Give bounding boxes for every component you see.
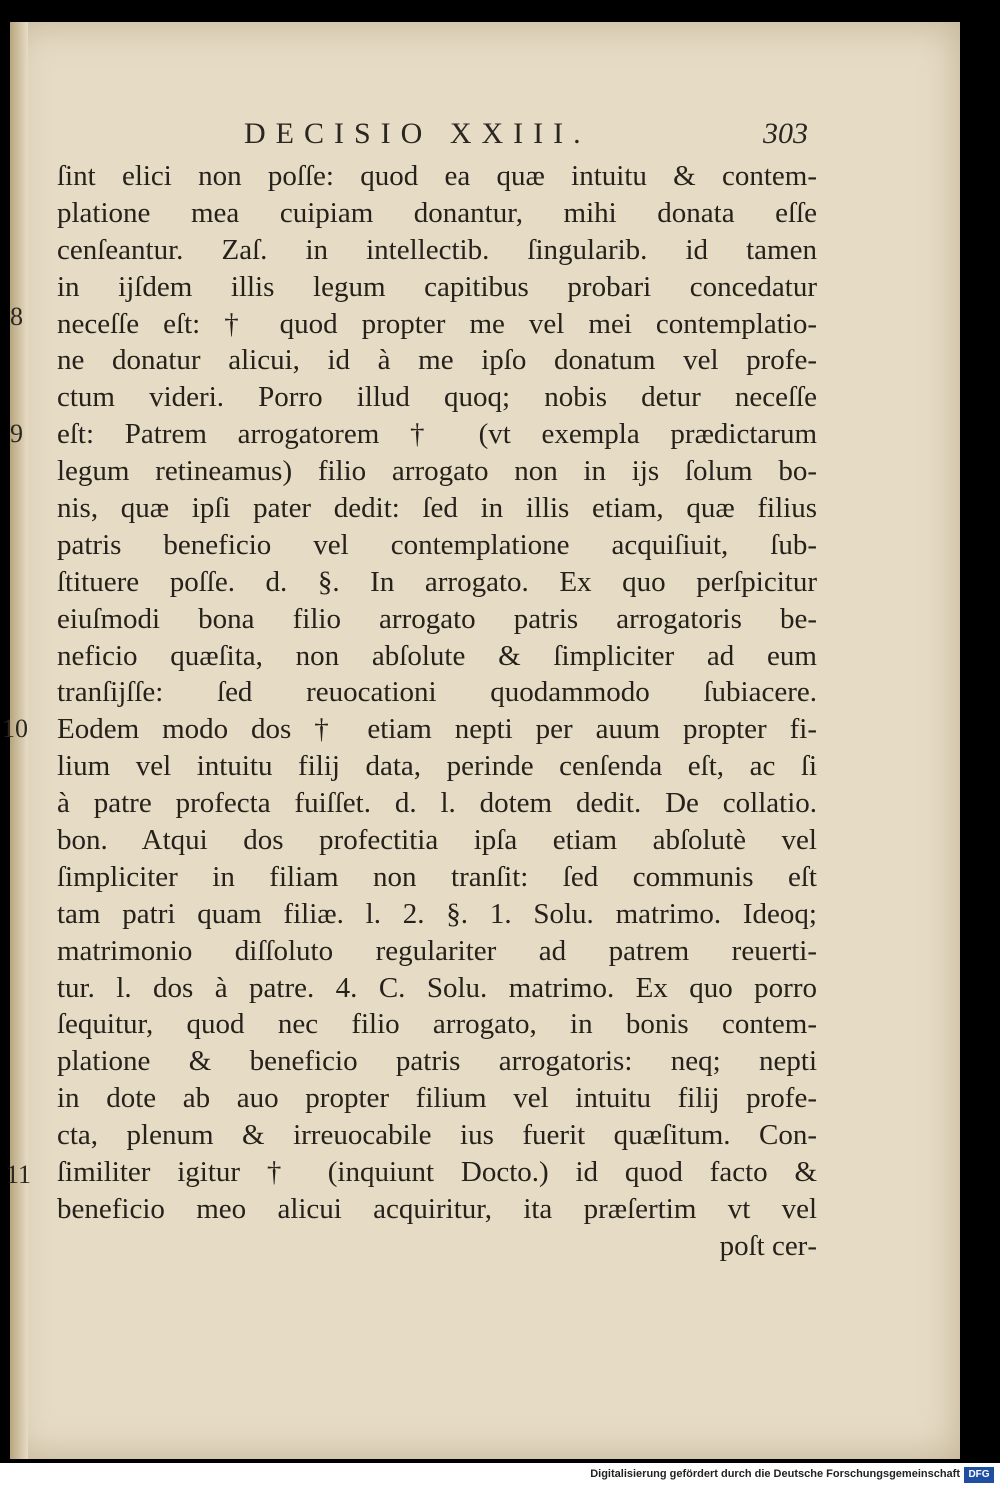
text-line: ſint elici non poſſe: quod ea quæ intuitu & contem‐ bbox=[57, 160, 817, 192]
text-line: platione & beneficio patris arrogatoris: neq; nepti bbox=[57, 1045, 817, 1078]
text-line: ne donatur alicui, id à me ipſo donatum vel profe‐ bbox=[57, 344, 817, 377]
text-line: ſtituere poſſe. d. §. In arrogato. Ex quo perſpicitur bbox=[57, 565, 817, 598]
text-line: ſimiliter igitur † (inquiunt Docto.) id quod facto & bbox=[57, 1156, 817, 1189]
text-line: nis, quæ ipſi pater dedit: ſed in illis etiam, quæ filius bbox=[57, 492, 817, 525]
text-line: ctum videri. Porro illud quoq; nobis detur neceſſe bbox=[57, 381, 817, 414]
text-line: eiuſmodi bona filio arrogato patris arrogatoris be‐ bbox=[57, 602, 817, 635]
text-line: ſimpliciter in filiam non tranſit: ſed communis eſt bbox=[57, 860, 817, 893]
margin-number: 9 bbox=[10, 419, 23, 448]
text-line: lium vel intuitu filij data, perinde cenſenda eſt, ac ſi bbox=[57, 750, 817, 783]
text-line: à patre profecta fuiſſet. d. l. dotem dedit. De collatio. bbox=[57, 787, 817, 820]
page-number: 303 bbox=[763, 117, 808, 150]
text-line: platione mea cuipiam donantur, mihi donata eſſe bbox=[57, 196, 817, 229]
text-line: in ijſdem illis legum capitibus probari concedatur bbox=[57, 270, 817, 303]
body-text bbox=[57, 158, 817, 1265]
text-line: neficio quæſita, non abſolute & ſimpliciter ad eum bbox=[57, 639, 817, 672]
dfg-logo-icon: DFG bbox=[964, 1467, 994, 1483]
text-line: cta, plenum & irreuocabile ius fuerit quæſitum. Con‐ bbox=[57, 1119, 817, 1152]
running-head-title: DECISIO XXIII. bbox=[244, 117, 591, 150]
text-line: in dote ab auo propter filium vel intuitu filij profe‐ bbox=[57, 1082, 817, 1115]
text-line: matrimonio diſſoluto regulariter ad patrem reuerti‐ bbox=[57, 934, 817, 967]
text-line: tam patri quam filiæ. l. 2. §. 1. Solu. matrimo. Ideoq; bbox=[57, 897, 817, 930]
text-line: tur. l. dos à patre. 4. C. Solu. matrimo. Ex quo porro bbox=[57, 971, 817, 1004]
text-line: patris beneficio vel contemplatione acquiſiuit, ſub‐ bbox=[57, 528, 817, 561]
margin-number: 10 bbox=[2, 714, 28, 743]
digitization-footer bbox=[0, 1463, 1000, 1489]
text-line: ſequitur, quod nec filio arrogato, in bonis contem‐ bbox=[57, 1008, 817, 1041]
text-line: bon. Atqui dos profectitia ipſa etiam abſolutè vel bbox=[57, 824, 817, 857]
text-line: beneficio meo alicui acquiritur, ita præſertim vt vel bbox=[57, 1192, 817, 1225]
funding-credit: Digitalisierung gefördert durch die Deutsche Forschungsgemeinschaft bbox=[590, 1468, 960, 1480]
margin-number: 11 bbox=[6, 1160, 32, 1189]
text-line: cenſeantur. Zaſ. in intellectib. ſingularib. id tamen bbox=[57, 233, 817, 266]
text-line: Eodem modo dos † etiam nepti per auum propter fi‐ bbox=[57, 713, 817, 746]
catchword-line: poſt cer‐ bbox=[719, 1229, 817, 1262]
text-line: tranſijſſe: ſed reuocationi quodammodo ſubiacere. bbox=[57, 676, 817, 709]
book-page bbox=[2, 22, 960, 1459]
margin-number: 8 bbox=[10, 302, 23, 331]
text-line: legum retineamus) filio arrogato non in ijs ſolum bo‐ bbox=[57, 455, 817, 488]
text-line: neceſſe eſt: † quod propter me vel mei contemplatio‐ bbox=[57, 307, 817, 340]
text-line: eſt: Patrem arrogatorem † (vt exempla prædictarum bbox=[57, 418, 817, 451]
